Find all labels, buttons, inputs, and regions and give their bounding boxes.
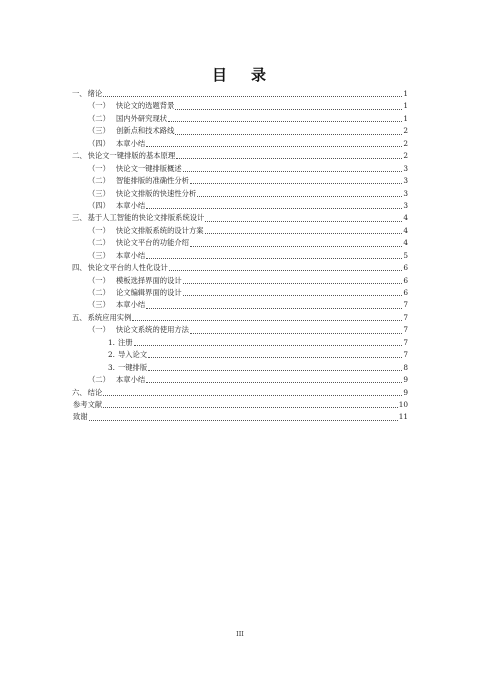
toc-entry-number: （一） [88,275,110,285]
toc-entry-page: 9 [403,387,408,397]
toc-entry[interactable] [72,374,408,386]
dot-leader [169,270,402,271]
dot-leader [176,158,402,159]
toc-entry-page: 5 [403,250,408,260]
toc-entry-title: 国内外研究现状 [116,113,168,123]
dot-leader [103,96,402,97]
toc-entry-title: 绪论 [87,89,103,98]
toc-entry-page: 9 [403,375,408,385]
toc-entry[interactable] [72,262,408,274]
dot-leader [134,345,402,346]
dot-leader [175,109,402,110]
toc-entry[interactable] [72,113,408,125]
toc-entry-number: 四、 [72,263,87,273]
toc-entry-title: 快论文排版系统的设计方案 [116,225,204,235]
dot-leader [183,295,402,296]
toc-entry-title: 快论文的选题背景 [116,101,175,111]
toc-entry[interactable] [72,200,408,212]
dot-leader [190,333,402,334]
toc-entry-number: （三） [88,250,110,260]
toc-entry[interactable] [72,337,408,349]
toc-entry-title: 参考文献 [73,399,103,409]
toc-entry-number: （三） [88,126,110,136]
toc-entry-title: 本章小结 [116,200,146,210]
toc-entry-number: 一、 [72,89,87,98]
toc-entry-page: 3 [403,188,408,198]
toc-entry-number: 三、 [72,213,87,223]
dot-leader [146,382,402,383]
toc-entry[interactable] [72,175,408,187]
dot-leader [146,258,402,259]
toc-entry-number: （四） [88,138,110,148]
toc-entry-number: 1. [108,337,115,347]
toc-entry-page: 7 [403,350,408,360]
toc-entry-title: 快论文平台的人性化设计 [87,263,168,273]
toc-entry-title: 智能排版的准确性分析 [116,176,189,186]
toc-entry-page: 7 [403,300,408,310]
table-of-contents [72,88,408,424]
toc-entry-title: 快论文一键排版概述 [116,163,182,173]
dot-leader [175,134,402,135]
toc-entry-number: （二） [88,375,110,385]
toc-entry-page: 3 [403,200,408,210]
toc-entry[interactable] [72,324,408,336]
dot-leader [103,395,402,396]
toc-entry-page: 2 [403,138,408,148]
toc-entry-number: 五、 [72,312,87,322]
toc-entry[interactable] [72,287,408,299]
dot-leader [205,233,402,234]
toc-entry[interactable] [72,349,408,361]
toc-entry[interactable] [72,411,408,423]
page-number: III [236,630,244,638]
toc-entry-page: 3 [403,163,408,173]
toc-entry[interactable] [72,125,408,137]
toc-entry-page: 1 [403,113,408,123]
toc-entry-title: 快论文一键排版的基本原理 [87,151,176,161]
toc-entry-title: 致谢 [73,412,88,422]
toc-entry-page: 2 [403,126,408,136]
dot-leader [190,183,402,184]
dot-leader [183,283,402,284]
dot-leader [148,357,402,358]
toc-entry-number: （二） [88,176,110,186]
toc-entry-page: 6 [403,275,408,285]
toc-entry-title: 结论 [87,387,103,397]
toc-entry-page: 7 [403,312,408,322]
toc-entry-title: 模板选择界面的设计 [116,275,182,285]
toc-entry-title: 本章小结 [116,300,146,310]
dot-leader [146,146,402,147]
toc-entry-page: 3 [403,176,408,186]
toc-entry-title: 快论文排版的快速性分析 [116,188,197,198]
dot-leader [132,320,402,321]
dot-leader [146,308,402,309]
toc-entry[interactable] [72,387,408,399]
dot-leader [103,407,398,408]
toc-entry-page: 1 [403,101,408,111]
toc-entry-number: （三） [88,300,110,310]
toc-entry-number: 3. [108,362,115,372]
toc-entry-page: 8 [403,362,408,372]
toc-entry[interactable] [72,88,408,100]
toc-entry-number: （一） [88,225,110,235]
dot-leader [183,171,402,172]
toc-entry[interactable] [72,150,408,162]
toc-entry-page: 7 [403,337,408,347]
toc-entry-number: 六、 [72,387,87,397]
title-char-1: 目 [211,66,229,84]
dot-leader [89,420,398,421]
toc-entry-page: 2 [403,151,408,161]
page-title [0,64,480,85]
toc-entry-title: 快论文系统的使用方法 [116,325,189,335]
toc-entry-number: （一） [88,163,110,173]
toc-entry[interactable] [72,188,408,200]
toc-entry[interactable] [72,275,408,287]
toc-entry-number: （三） [88,188,110,198]
toc-entry-number: 二、 [72,151,87,161]
toc-entry-number: （二） [88,288,110,297]
toc-entry-number: 2. [108,350,115,360]
dot-leader [148,370,402,371]
toc-entry[interactable] [72,399,408,411]
toc-entry-number: （一） [88,101,110,111]
toc-entry-page: 4 [403,213,408,223]
toc-entry-number: （二） [88,113,110,123]
dot-leader [168,121,402,122]
toc-entry-title: 快论文平台的功能介绍 [116,238,189,248]
toc-entry-page: 6 [403,288,408,297]
toc-entry-title: 基于人工智能的快论文排版系统设计 [87,213,205,223]
toc-entry-title: 本章小结 [116,375,146,385]
toc-entry-page: 4 [403,238,408,248]
toc-entry-page: 1 [403,89,408,98]
toc-entry-title: 论文编辑界面的设计 [116,288,182,297]
toc-entry[interactable] [72,312,408,324]
toc-entry-title: 创新点和技术路线 [116,126,175,136]
toc-entry-page: 4 [403,225,408,235]
toc-entry-number: （一） [88,325,110,335]
toc-entry[interactable] [72,163,408,175]
toc-entry-page: 11 [398,412,408,422]
toc-entry[interactable] [72,212,408,224]
toc-entry-page: 7 [403,325,408,335]
dot-leader [146,208,402,209]
toc-entry-number: （四） [88,200,110,210]
toc-entry[interactable] [72,250,408,262]
toc-entry-title: 系统应用实例 [87,312,132,322]
dot-leader [190,246,402,247]
toc-entry-number: （二） [88,238,110,248]
toc-entry-title: 本章小结 [116,250,146,260]
toc-entry[interactable] [72,237,408,249]
toc-entry-title: 导入论文 [117,350,148,360]
toc-entry[interactable] [72,299,408,311]
toc-entry[interactable] [72,225,408,237]
toc-entry[interactable] [72,138,408,150]
toc-entry-title: 本章小结 [116,138,146,148]
toc-entry[interactable] [72,100,408,112]
toc-entry-page: 10 [398,399,408,409]
toc-entry-page: 6 [403,263,408,273]
dot-leader [205,221,402,222]
toc-entry-title: 注册 [117,337,133,347]
toc-entry-title: 一键排版 [117,362,148,372]
title-char-2: 录 [251,66,269,84]
toc-entry[interactable] [72,362,408,374]
dot-leader [197,196,402,197]
